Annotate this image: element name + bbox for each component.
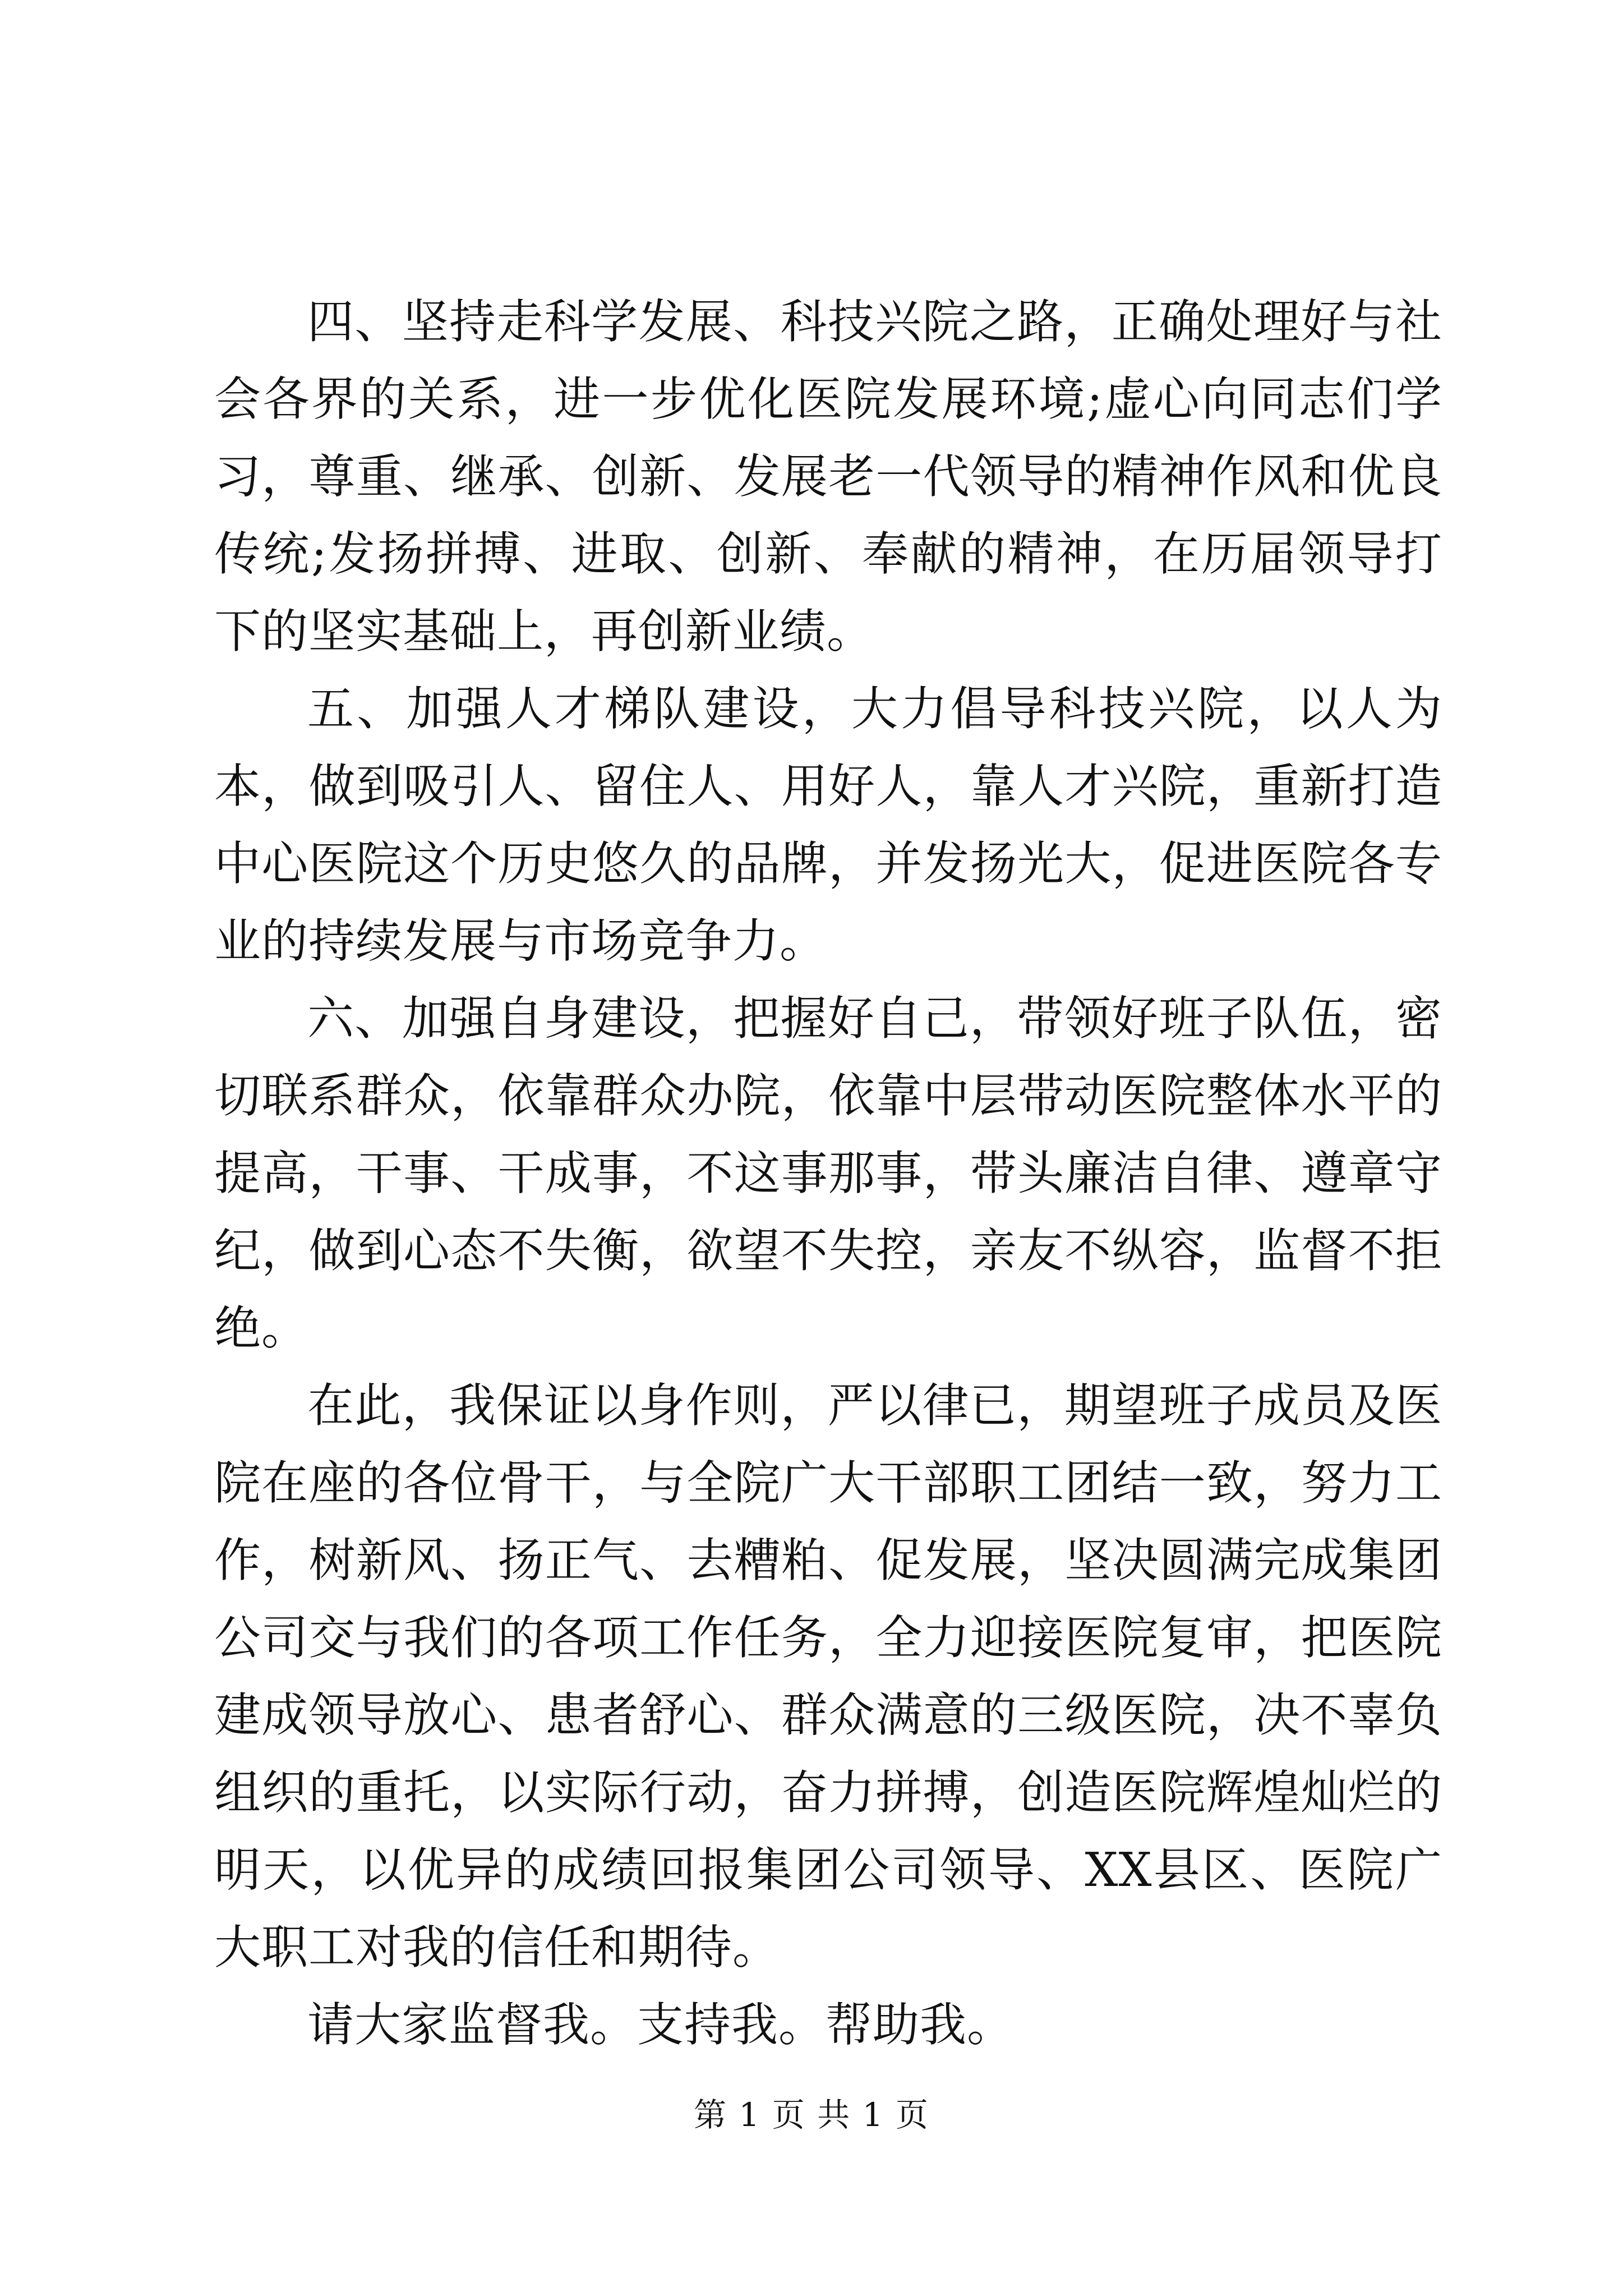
paragraph-6-self-building: 六、加强自身建设，把握好自己，带领好班子队伍，密切联系群众，依靠群众办院，依靠中层带动医院整体水平的提高，干事、干成事，不这事那事，带头廉洁自律、遵章守纪，做到心态不失衡，欲望不失控，亲友不纵容，监督不拒绝。 (214, 991, 1442, 1355)
paragraph-5-talent-building: 五、加强人才梯队建设，大力倡导科技兴院，以人为本，做到吸引人、留住人、用好人，靠人才兴院，重新打造中心医院这个历史悠久的品牌，并发扬光大，促进医院各专业的持续发展与市场竞争力。 (214, 682, 1442, 968)
paragraph-closing: 请大家监督我。支持我。帮助我。 (307, 1998, 1014, 2052)
document-body (214, 283, 1442, 2064)
page-footer: 第 1 页 共 1 页 (694, 2096, 929, 2134)
paragraph-pledge: 在此，我保证以身作则，严以律已，期望班子成员及医院在座的各位骨干，与全院广大干部职工团结一致，努力工作，树新风、扬正气、去糟粕、促发展，坚决圆满完成集团公司交与我们的各项工作任务，全力迎接医院复审，把医院建成领导放心、患者舒心、群众满意的三级医院，决不辜负组织的重托，以实际行动，奋力拼搏，创造医院辉煌灿烂的明天，以优异的成绩回报集团公司领导、XX县区、医院广大职工对我的信任和期待。 (214, 1378, 1442, 1975)
paragraph-4-science-development: 四、坚持走科学发展、科技兴院之路，正确处理好与社会各界的关系，进一步优化医院发展环境;虚心向同志们学习，尊重、继承、创新、发展老一代领导的精神作风和优良传统;发扬拼搏、进取、创新、奉献的精神，在历届领导打下的坚实基础上，再创新业绩。 (214, 295, 1442, 659)
